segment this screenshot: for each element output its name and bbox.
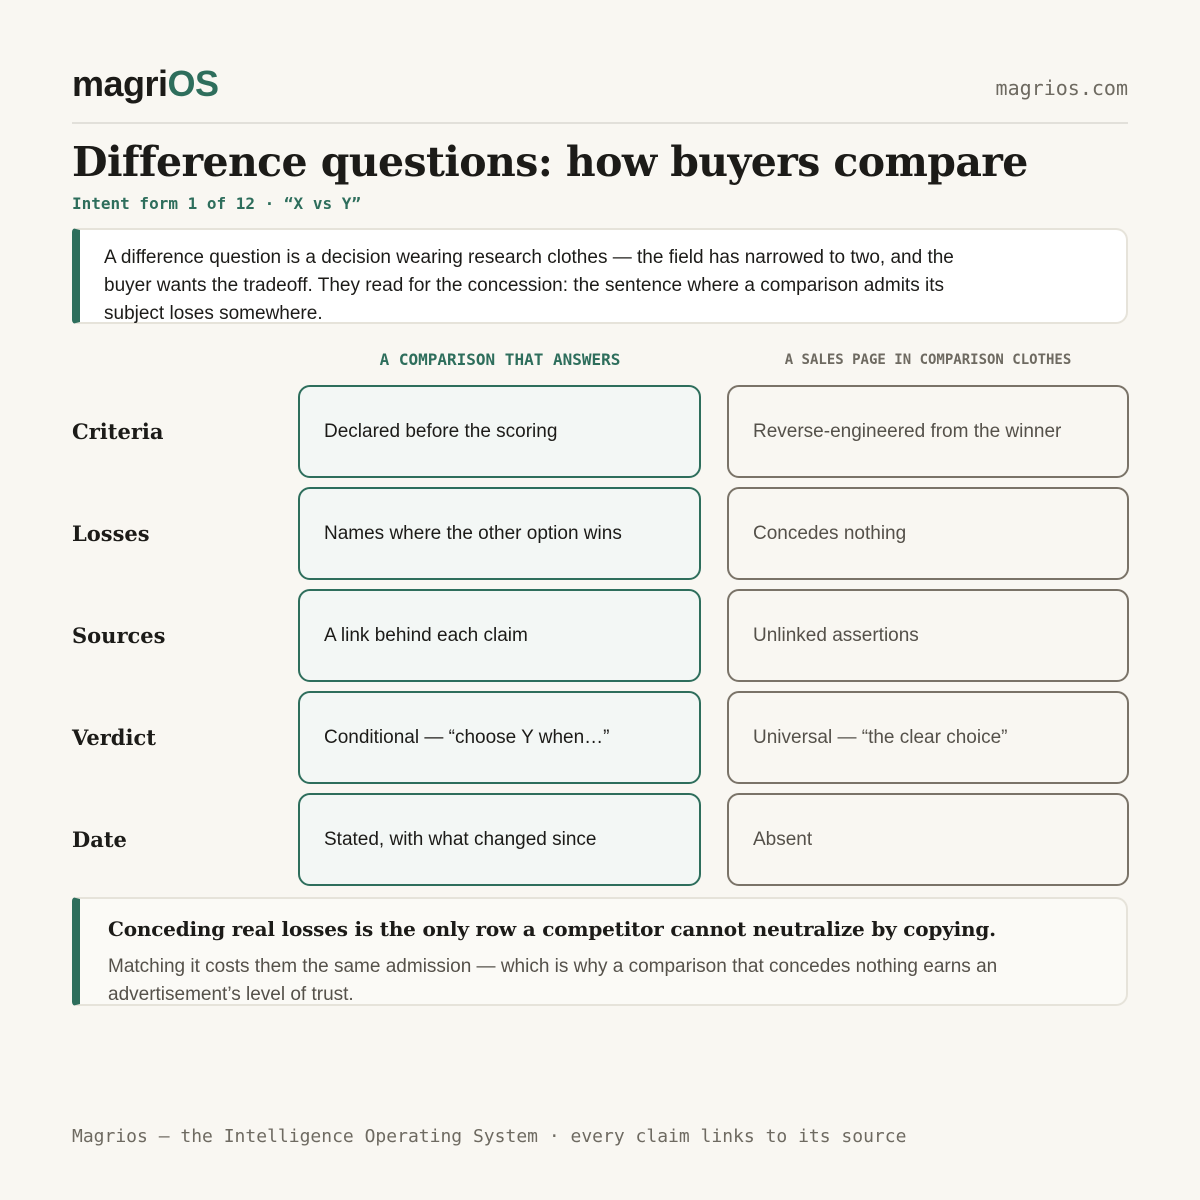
bad-cell-losses: Concedes nothing (727, 487, 1129, 580)
good-cell-verdict: Conditional — “choose Y when…” (298, 691, 701, 784)
header (72, 62, 1128, 124)
site-link[interactable]: magrios.com (995, 76, 1128, 100)
intro-text: A difference question is a decision wearing research clothes — the field has narrowed to two, and the buyer wants the tradeoff. They read for the concession: the sentence where a comparison admits its subject loses somewhere. (104, 247, 954, 324)
row-label-sources: Sources (72, 623, 166, 648)
bad-cell-verdict: Universal — “the clear choice” (727, 691, 1129, 784)
row-label-verdict: Verdict (72, 725, 156, 750)
page-title: Difference questions: how buyers compare (72, 138, 1028, 186)
column-heading-good: A COMPARISON THAT ANSWERS (379, 350, 621, 369)
page-subtitle: Intent form 1 of 12 · “X vs Y” (72, 194, 361, 213)
intro-callout (72, 228, 1128, 324)
bad-cell-sources: Unlinked assertions (727, 589, 1129, 682)
logo-text: magri (72, 63, 168, 104)
good-cell-criteria: Declared before the scoring (298, 385, 701, 478)
row-label-date: Date (72, 827, 127, 852)
summary-body: Matching it costs them the same admission — which is why a comparison that concedes nothing earns an advertisement’s level of trust. (108, 956, 998, 1005)
footer-text: Magrios — the Intelligence Operating System · every claim links to its source (72, 1126, 907, 1147)
good-cell-sources: A link behind each claim (298, 589, 701, 682)
summary-callout (72, 897, 1128, 1006)
column-heading-bad: A SALES PAGE IN COMPARISON CLOTHES (784, 352, 1072, 368)
logo[interactable] (72, 62, 219, 106)
bad-cell-criteria: Reverse-engineered from the winner (727, 385, 1129, 478)
good-cell-date: Stated, with what changed since (298, 793, 701, 886)
summary-heading: Conceding real losses is the only row a competitor cannot neutralize by copying. (108, 917, 996, 941)
bad-cell-date: Absent (727, 793, 1129, 886)
row-label-losses: Losses (72, 521, 150, 546)
logo-accent-text: OS (167, 63, 219, 104)
good-cell-losses: Names where the other option wins (298, 487, 701, 580)
row-label-criteria: Criteria (72, 419, 164, 444)
